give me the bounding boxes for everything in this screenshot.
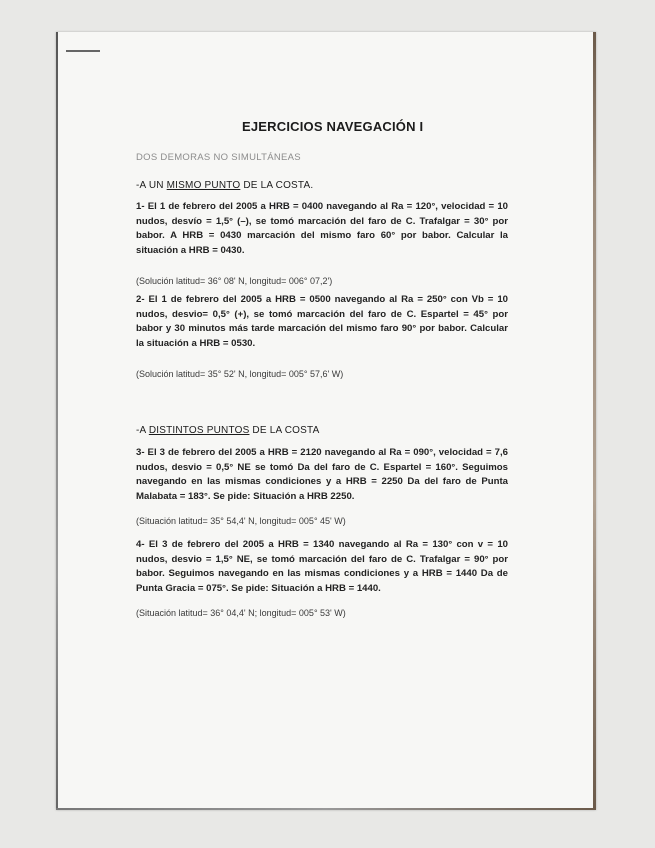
subsection-b-prefix: -A	[136, 425, 149, 436]
subsection-a-suffix: DE LA COSTA.	[240, 180, 314, 191]
solution-1: (Solución latitud= 36° 08' N, longitud= 006° 07,2')	[136, 276, 333, 286]
subsection-a-prefix: -A UN	[136, 180, 167, 191]
document-page	[56, 32, 596, 810]
exercise-2: 2- El 1 de febrero del 2005 a HRB = 0500 navegando al Ra = 250° con Vb = 10 nudos, desvio= 0,5° (+), se tomó marcación del faro de C. Espartel = 45° por babor y 30 minutos más tarde marcación del mismo faro 90° por babor. Calcular la situación a HRB = 0530.	[136, 294, 508, 349]
subsection-a-underlined: MISMO PUNTO	[166, 180, 241, 191]
corner-staple-mark	[66, 50, 100, 52]
section-heading: DOS DEMORAS NO SIMULTÁNEAS	[136, 152, 301, 163]
subsection-b-suffix: DE LA COSTA	[249, 425, 320, 436]
subsection-b-underlined: DISTINTOS PUNTOS	[148, 425, 250, 436]
solution-2: (Solución latitud= 35° 52' N, longitud= 005° 57,6' W)	[136, 369, 344, 379]
document-title: EJERCICIOS NAVEGACIÓN I	[242, 119, 424, 134]
page-bottom-edge	[56, 808, 596, 810]
solution-4: (Situación latitud= 36° 04,4' N; longitud= 005° 53' W)	[136, 608, 346, 618]
solution-3: (Situación latitud= 35° 54,4' N, longitud= 005° 45' W)	[136, 516, 346, 526]
exercise-3: 3- El 3 de febrero del 2005 a HRB = 2120 navegando al Ra = 090°, velocidad = 7,6 nudos, desvio = 0,5° NE se tomó Da del faro de C. Espartel = 160°. Seguimos navegando en las mismas condiciones y a HRB = 2250 Da del faro de Punta Malabata = 183°. Se pide: Situación a HRB 2250.	[136, 447, 508, 502]
exercise-1: 1- El 1 de febrero del 2005 a HRB = 0400 navegando al Ra = 120°, velocidad = 10 nudos, desvío = 1,5° (–), se tomó marcación del faro de C. Trafalgar = 30° por babor. A HRB = 0430 marcación del mismo faro 60° por babor. Calcular la situación a HRB = 0430.	[136, 201, 508, 256]
exercise-4: 4- El 3 de febrero del 2005 a HRB = 1340 navegando al Ra = 130° con v = 10 nudos, desvio = 1,5° NE, se tomó marcación del faro de C. Trafalgar = 90° por babor. Seguimos navegando en las mismas condiciones y a HRB = 1440 Da de Punta Gracia = 075°. Se pide: Situación a HRB = 1440.	[136, 539, 508, 594]
subsection-heading-different-points	[136, 425, 319, 436]
subsection-heading-same-point	[136, 180, 313, 191]
